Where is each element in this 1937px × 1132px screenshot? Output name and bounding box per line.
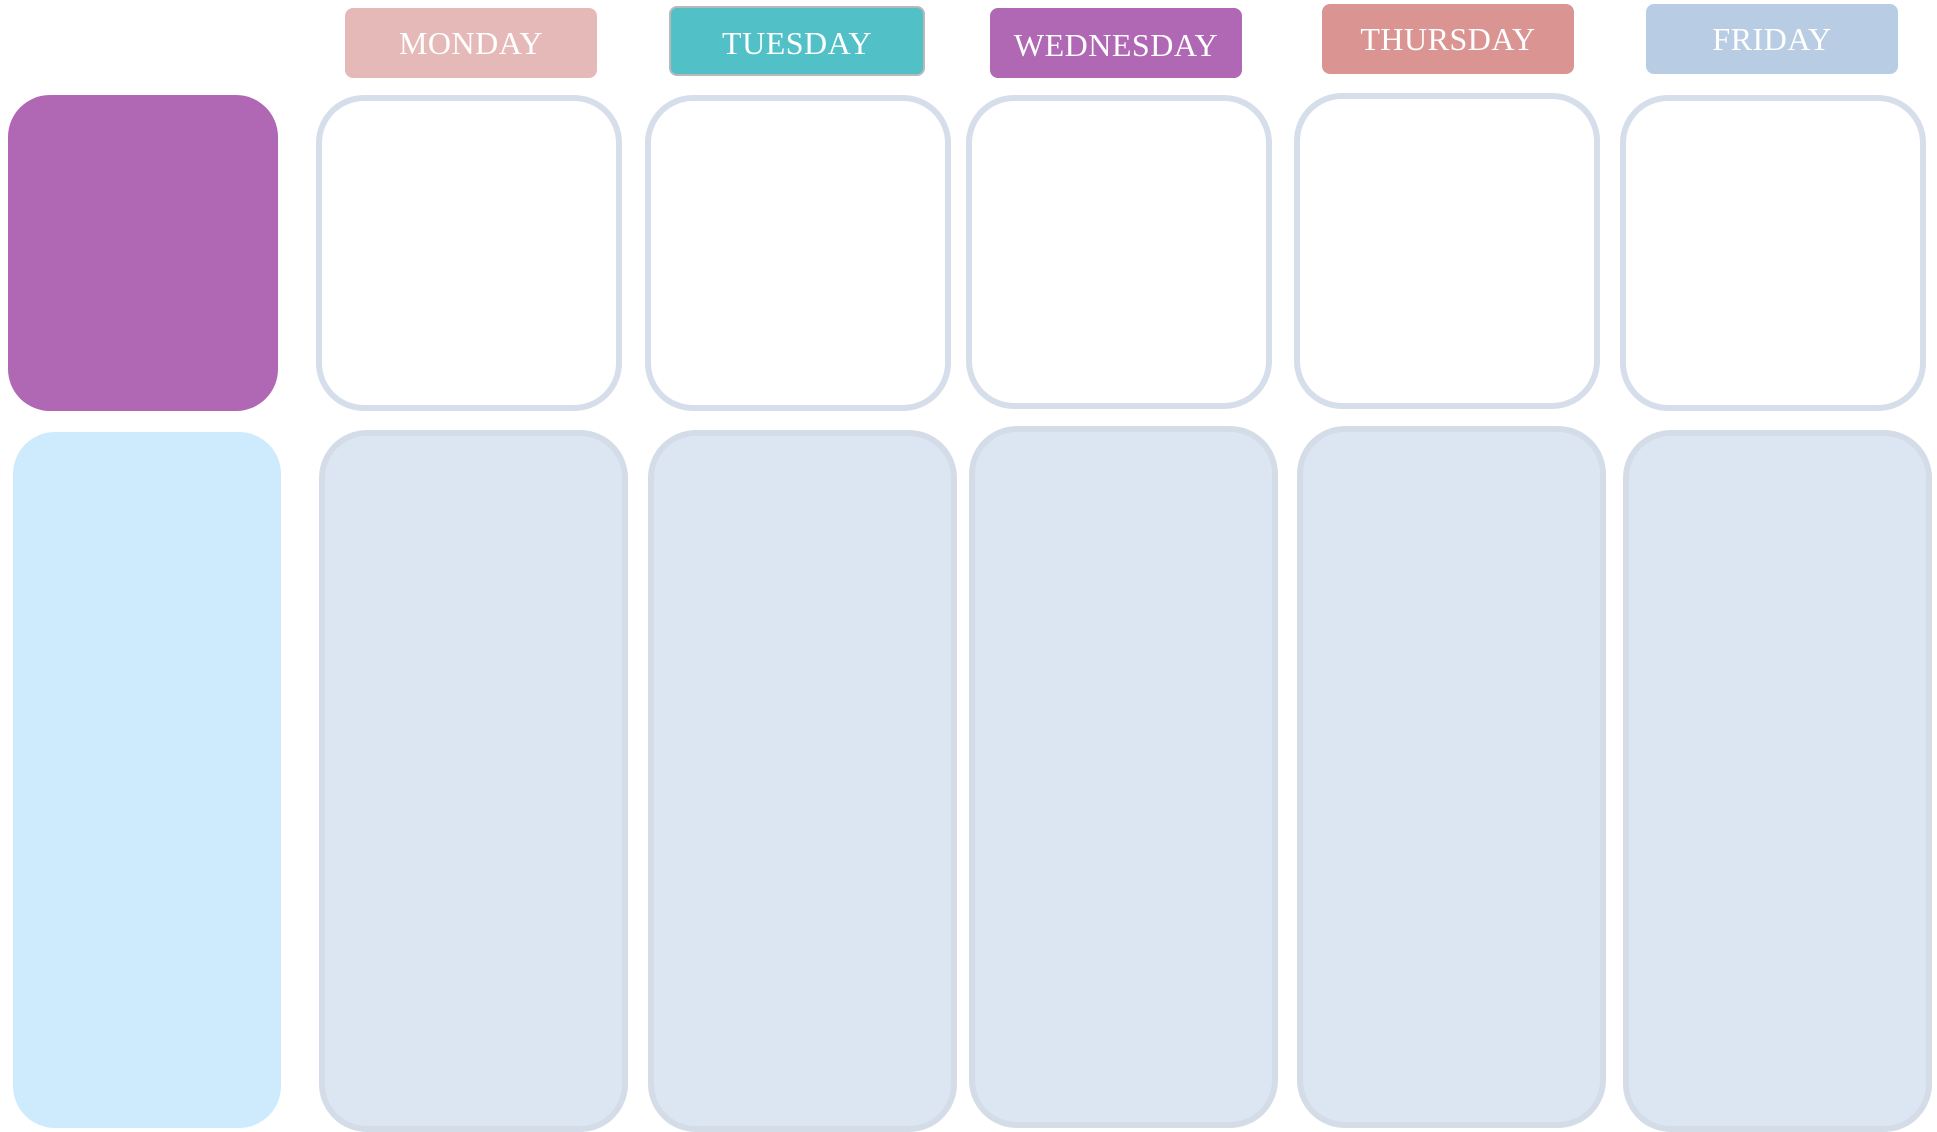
header-wednesday-label: WEDNESDAY — [1013, 26, 1219, 63]
header-monday — [345, 8, 597, 78]
header-monday-label: MONDAY — [398, 24, 544, 61]
header-tuesday — [669, 6, 925, 76]
bottom-cell-monday[interactable] — [319, 430, 628, 1132]
header-tuesday-label: TUESDAY — [722, 24, 872, 61]
side-block-top — [8, 95, 278, 411]
header-wednesday — [990, 8, 1242, 78]
header-friday — [1646, 4, 1898, 74]
bottom-cell-thursday[interactable] — [1297, 426, 1606, 1128]
header-thursday-label: THURSDAY — [1360, 20, 1536, 57]
top-cell-monday[interactable] — [316, 95, 622, 411]
header-friday-label: FRIDAY — [1712, 20, 1832, 57]
side-block-bottom — [13, 432, 281, 1128]
bottom-cell-wednesday[interactable] — [969, 426, 1278, 1128]
top-cell-wednesday[interactable] — [966, 95, 1272, 409]
bottom-cell-friday[interactable] — [1623, 430, 1932, 1132]
top-cell-thursday[interactable] — [1294, 93, 1600, 409]
top-cell-friday[interactable] — [1620, 95, 1926, 411]
top-cell-tuesday[interactable] — [645, 95, 951, 411]
bottom-cell-tuesday[interactable] — [648, 430, 957, 1132]
header-thursday — [1322, 4, 1574, 74]
